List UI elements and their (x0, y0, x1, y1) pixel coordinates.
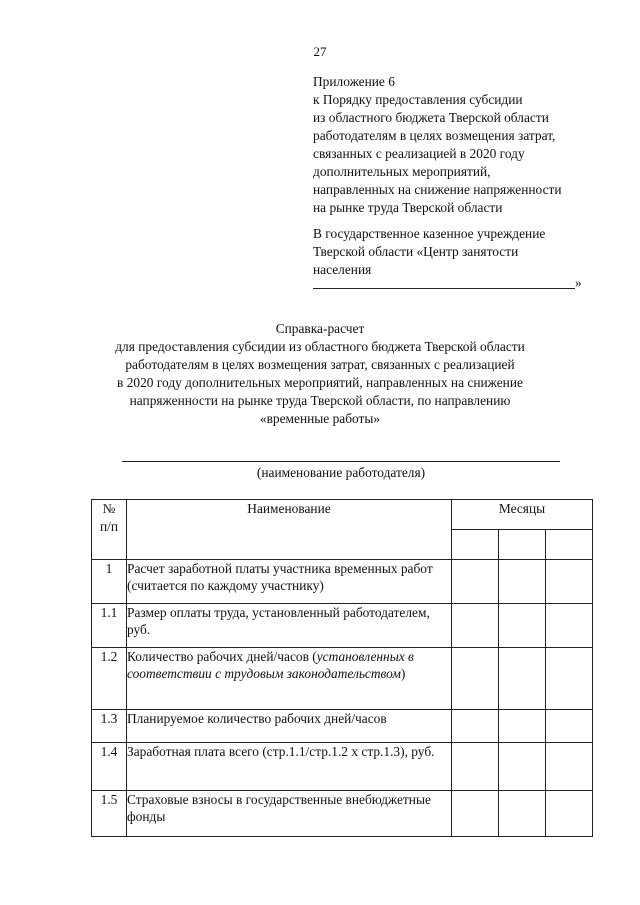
month-cell[interactable] (452, 791, 499, 837)
month-cell[interactable] (546, 791, 593, 837)
recipient-line: В государственное казенное учреждение (313, 226, 546, 241)
month-cell[interactable] (499, 648, 546, 710)
month-cell[interactable] (452, 710, 499, 743)
calculation-table (91, 499, 593, 837)
appendix-line: связанных с реализацией в 2020 году (313, 146, 525, 161)
month-cell[interactable] (546, 604, 593, 648)
page-number: 27 (313, 44, 327, 59)
month-cell[interactable] (452, 604, 499, 648)
header-months: Месяцы (452, 500, 593, 530)
row-name: Расчет заработной платы участника временных работ (считается по каждому участнику) (127, 560, 452, 604)
month-column-3[interactable] (546, 530, 593, 560)
row-number: 1.5 (92, 791, 127, 837)
appendix-line: работодателям в целях возмещения затрат, (313, 128, 556, 143)
month-cell[interactable] (546, 560, 593, 604)
month-cell[interactable] (499, 791, 546, 837)
row-name-text: Количество рабочих дней/часов ( (127, 649, 317, 664)
row-name: Страховые взносы в государственные внебюджетные фонды (127, 791, 452, 837)
row-name: Размер оплаты труда, установленный работодателем, руб. (127, 604, 452, 648)
title-line: «временные работы» (259, 411, 381, 426)
month-cell[interactable] (499, 743, 546, 791)
month-cell[interactable] (546, 648, 593, 710)
title-line: Справка-расчет (275, 321, 365, 336)
row-number: 1.1 (92, 604, 127, 648)
recipient-closing-quote: » (575, 275, 582, 290)
table-row (92, 791, 593, 837)
month-cell[interactable] (546, 710, 593, 743)
document-title (60, 320, 580, 428)
header-name: Наименование (127, 500, 452, 560)
employer-caption: (наименование работодателя) (256, 465, 426, 480)
title-line: работодателям в целях возмещения затрат, связанных с реализацией (125, 357, 515, 372)
row-number: 1.2 (92, 648, 127, 710)
recipient-fill-line (313, 288, 575, 289)
header-number-symbol: № (102, 501, 116, 516)
header-number-abbrev: п/п (99, 519, 119, 534)
month-column-2[interactable] (499, 530, 546, 560)
month-cell[interactable] (452, 743, 499, 791)
title-line: в 2020 году дополнительных мероприятий, направленных на снижение (117, 375, 523, 390)
table-row (92, 743, 593, 791)
appendix-block (313, 73, 613, 217)
row-name: Планируемое количество рабочих дней/часов (127, 710, 452, 743)
recipient-block (313, 225, 613, 279)
appendix-line: Приложение 6 (313, 74, 395, 89)
row-name-italic: установленных в соответствии с трудовым законодательством (127, 649, 414, 681)
table-row (92, 648, 593, 710)
row-name-tail: ) (400, 666, 406, 681)
table-row (92, 604, 593, 648)
month-cell[interactable] (452, 560, 499, 604)
row-name (127, 648, 452, 710)
month-cell[interactable] (452, 648, 499, 710)
month-cell[interactable] (499, 710, 546, 743)
table-row (92, 710, 593, 743)
appendix-line: дополнительных мероприятий, (313, 164, 491, 179)
row-name: Заработная плата всего (стр.1.1/стр.1.2 х стр.1.3), руб. (127, 743, 452, 791)
month-cell[interactable] (546, 743, 593, 791)
table-row (92, 560, 593, 604)
header-number (92, 500, 127, 560)
row-number: 1.4 (92, 743, 127, 791)
month-cell[interactable] (499, 560, 546, 604)
appendix-line: на рынке труда Тверской области (313, 200, 503, 215)
appendix-line: направленных на снижение напряженности (313, 182, 562, 197)
row-number: 1.3 (92, 710, 127, 743)
month-column-1[interactable] (452, 530, 499, 560)
employer-fill-line (122, 461, 560, 462)
title-line: для предоставления субсидии из областного бюджета Тверской области (115, 339, 525, 354)
appendix-line: из областного бюджета Тверской области (313, 110, 549, 125)
recipient-line: Тверской области «Центр занятости (313, 244, 519, 259)
month-cell[interactable] (499, 604, 546, 648)
appendix-line: к Порядку предоставления субсидии (313, 92, 523, 107)
recipient-line: населения (313, 262, 372, 277)
row-number: 1 (92, 560, 127, 604)
title-line: напряженности на рынке труда Тверской области, по направлению (129, 393, 511, 408)
